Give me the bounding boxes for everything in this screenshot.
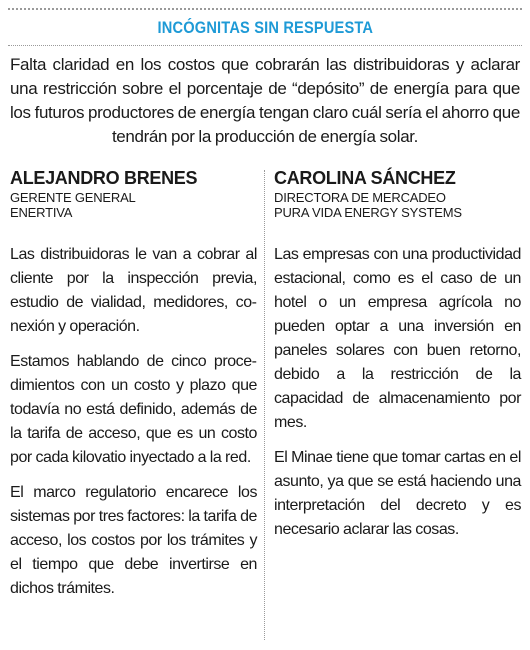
speaker-name: CAROLINA SÁNCHEZ [274, 168, 456, 188]
box-title: INCÓGNITAS SIN RESPUESTA [157, 18, 373, 37]
speaker-title: GERENTE GENERAL [10, 190, 136, 205]
column-carolina-sanchez [274, 168, 521, 553]
title-band [0, 18, 530, 38]
quote-paragraph: El Minae tiene que tomar cartas en el asunto, ya que se está haciendo una interpretación del decreto y es necesario aclarar las cosas. [274, 449, 521, 538]
title-dotted-rule [8, 45, 522, 46]
quote-paragraph: Las distribuidoras le van a cobrar al cliente por la inspección previa, estudio de vialidad, medidores, conexión y operación. [10, 246, 257, 335]
quote-paragraph: El marco regulatorio encarece los sistemas por tres factores: la tarifa de acceso, los costos por los trámites y el tiempo que debe invertirse en dichos trámites. [10, 484, 257, 597]
speaker-company: ENERTIVA [10, 205, 73, 220]
quote-paragraph: Las empresas con una productividad estacional, como es el caso de un hotel o un empresa agrícola no pueden optar a una inversión en paneles solares con buen retorno, debido a la restricción de la capacidad de almacenamiento por mes. [274, 246, 521, 431]
speaker-title: DIRECTORA DE MERCADEO [274, 190, 446, 205]
column-alejandro-brenes [10, 168, 257, 612]
quote-paragraphs [10, 243, 257, 601]
quote-paragraphs [274, 243, 521, 542]
quote-paragraph: Estamos hablando de cinco procedimientos con un costo y plazo que todavía no está definido, además de la tarifa de acceso, que es un costo por cada kilovatio inyectado a la red. [10, 353, 257, 466]
speaker-company: PURA VIDA ENERGY SYSTEMS [274, 205, 462, 220]
top-dotted-rule [8, 8, 522, 10]
speaker-name: ALEJANDRO BRENES [10, 168, 198, 188]
intro-paragraph: Falta claridad en los costos que cobrarán las distribuidoras y aclarar una restricción sobre el porcentaje de “depósito” de energía para que los futuros productores de energía tengan claro cuál sería el ahorro que tendrán por la producción de energía solar. [10, 55, 520, 146]
column-divider [264, 170, 265, 640]
